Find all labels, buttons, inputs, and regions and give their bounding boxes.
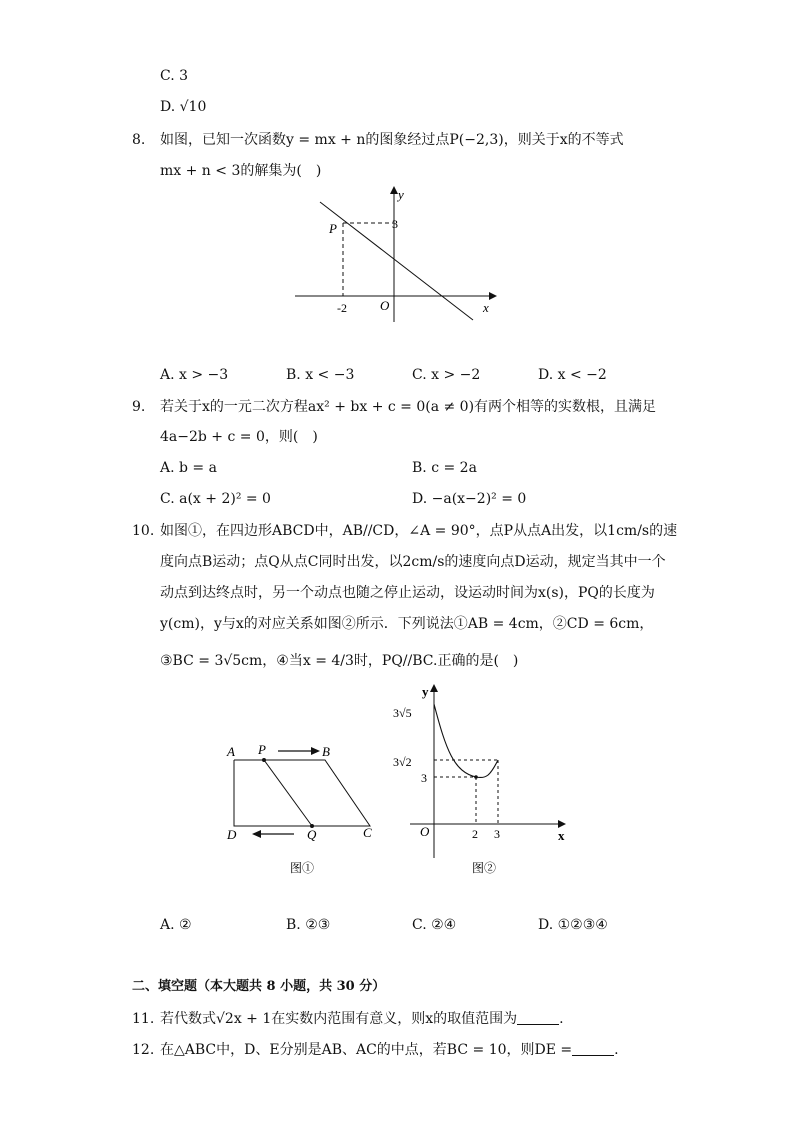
q10-fig2-y-axis-arrow bbox=[430, 684, 438, 692]
q8-figure bbox=[285, 182, 515, 332]
q8-x-axis-arrow bbox=[489, 292, 497, 300]
q10-option-c: C. ②④ bbox=[412, 917, 457, 933]
q9-option-b: B. c = 2a bbox=[412, 460, 477, 476]
section-2-heading: 二、填空题（本大题共 8 小题，共 30 分） bbox=[132, 979, 386, 994]
q11-stem-end: . bbox=[559, 1011, 564, 1027]
q12-stem-end: . bbox=[614, 1042, 619, 1058]
q10-label-b: B bbox=[322, 744, 330, 759]
q11-number: 11. bbox=[132, 1011, 155, 1027]
q9-number: 9. bbox=[132, 399, 146, 415]
q10-fig2-x-tick-3: 3 bbox=[494, 827, 500, 841]
q10-stem-line4: y(cm)，y与x的对应关系如图②所示．下列说法①AB = 4cm，②CD = 6cm， bbox=[160, 616, 654, 632]
q8-x-tick-label: -2 bbox=[337, 301, 347, 315]
q10-label-p: P bbox=[258, 742, 266, 757]
q9-stem-line1: 若关于x的一元二次方程ax² + bx + c = 0(a ≠ 0)有两个相等的实数根，且满足 bbox=[160, 399, 657, 415]
q8-stem-line1: 如图，已知一次函数y = mx + n的图象经过点P(−2,3)，则关于x的不等式 bbox=[160, 132, 624, 148]
q10-fig2-y-tick-3: 3 bbox=[421, 771, 427, 785]
q10-figure-1 bbox=[220, 738, 385, 878]
q10-option-a: A. ② bbox=[160, 917, 192, 933]
q10-fig2-y-tick-3r5: 3√5 bbox=[393, 706, 412, 720]
q10-option-d: D. ①②③④ bbox=[538, 917, 608, 933]
q10-stem-line3: 动点到达终点时，另一个动点也随之停止运动，设运动时间为x(s)，PQ的长度为 bbox=[160, 585, 655, 601]
q8-y-label: y bbox=[398, 187, 404, 202]
q12-number: 12. bbox=[132, 1042, 155, 1058]
q9-option-d: D. −a(x−2)² = 0 bbox=[412, 491, 527, 507]
q10-fig2-caption: 图② bbox=[472, 861, 497, 875]
q7-option-d: D. √10 bbox=[160, 99, 207, 115]
q10-fig2-x-label: x bbox=[558, 828, 565, 843]
q10-stem-line5: ③BC = 3√5cm，④当x = 4/3时，PQ//BC.正确的是( ) bbox=[160, 653, 519, 669]
q10-fig2-x-axis-arrow bbox=[558, 820, 566, 828]
q10-fig1-caption: 图① bbox=[290, 861, 315, 875]
q10-figure-2 bbox=[388, 680, 578, 878]
q8-x-label: x bbox=[483, 300, 489, 315]
q10-stem-line2: 度向点B运动；点Q从点C同时出发，以2cm/s的速度向点D运动，规定当其中一个 bbox=[160, 554, 666, 570]
q8-number: 8. bbox=[132, 132, 146, 148]
q10-label-d: D bbox=[227, 827, 237, 842]
q11-stem bbox=[160, 1010, 564, 1028]
q10-fig2-x-tick-2: 2 bbox=[472, 827, 478, 841]
q9-option-a: A. b = a bbox=[160, 460, 217, 476]
q10-arrow-left-icon bbox=[252, 830, 261, 838]
q9-option-c: C. a(x + 2)² = 0 bbox=[160, 491, 271, 507]
q10-stem-line1: 如图①，在四边形ABCD中，AB//CD，∠A = 90°，点P从点A出发，以1cm/s的速 bbox=[160, 523, 678, 539]
q9-stem-line2: 4a−2b + c = 0，则( ) bbox=[160, 429, 318, 445]
q11-answer-blank[interactable] bbox=[517, 1012, 559, 1025]
q8-origin-label: O bbox=[380, 298, 390, 313]
q11-stem-text: 若代数式√2x + 1在实数内范围有意义，则x的取值范围为 bbox=[160, 1011, 518, 1027]
q10-label-a: A bbox=[227, 744, 235, 759]
q10-point-p bbox=[262, 758, 266, 762]
q8-option-d: D. x < −2 bbox=[538, 367, 607, 383]
q12-stem bbox=[160, 1041, 619, 1059]
q12-stem-text: 在△ABC中，D、E分别是AB、AC的中点，若BC = 10，则DE = bbox=[160, 1042, 573, 1058]
q10-segment-pq bbox=[264, 760, 312, 826]
q8-option-b: B. x < −3 bbox=[286, 367, 355, 383]
q10-number: 10. bbox=[132, 523, 155, 539]
q8-option-c: C. x > −2 bbox=[412, 367, 481, 383]
q8-point-p-label: P bbox=[329, 221, 337, 236]
q10-option-b: B. ②③ bbox=[286, 917, 331, 933]
q10-fig2-y-label: y bbox=[422, 684, 429, 699]
q10-fig2-origin: O bbox=[420, 824, 430, 839]
q8-y-tick-label: 3 bbox=[392, 217, 398, 231]
q10-trapezoid bbox=[234, 760, 370, 826]
q7-option-c: C. 3 bbox=[160, 68, 189, 84]
q12-answer-blank[interactable] bbox=[572, 1043, 614, 1056]
q8-option-a: A. x > −3 bbox=[160, 367, 229, 383]
q10-label-q: Q bbox=[307, 827, 317, 842]
q8-y-axis-arrow bbox=[390, 186, 398, 194]
q8-stem-line2: mx + n < 3的解集为( ) bbox=[160, 163, 322, 179]
q10-arrow-right-icon bbox=[311, 747, 320, 755]
q10-label-c: C bbox=[363, 825, 372, 840]
q10-fig2-curve bbox=[434, 704, 498, 778]
q10-fig2-y-tick-3r2: 3√2 bbox=[393, 755, 412, 769]
